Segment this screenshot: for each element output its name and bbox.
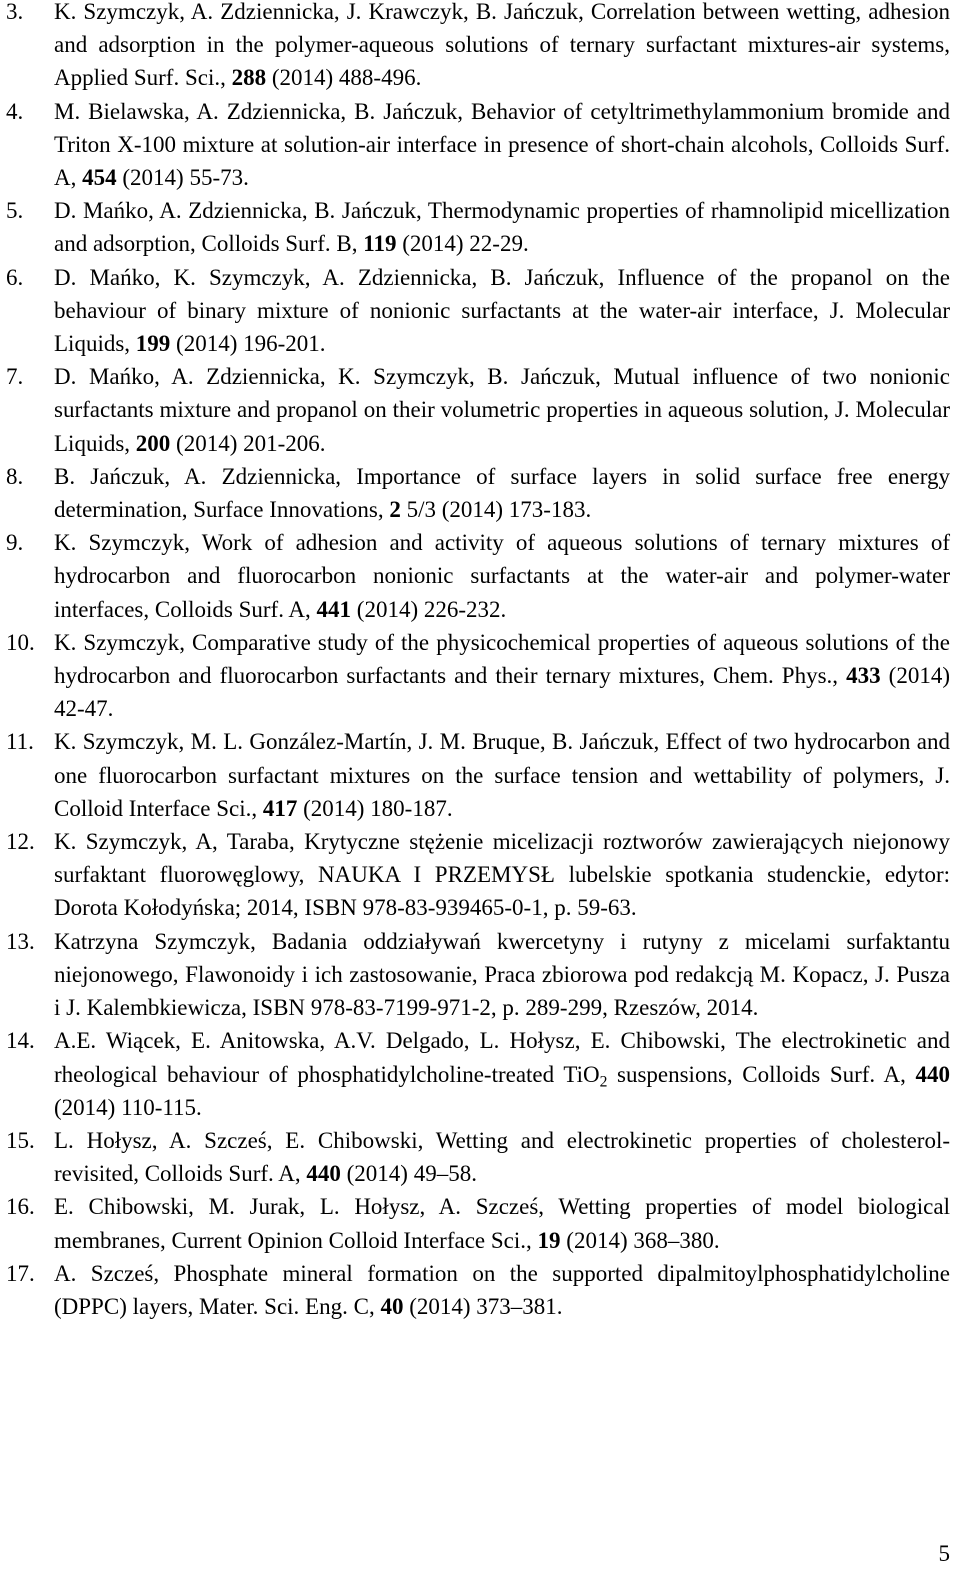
citation-text: D. Mańko, K. Szymczyk, A. Zdziennicka, B. Jańczuk, Influence of the propanol on the behaviour of binary mixture of nonionic surfactants at the water-air interface, J. Molecular Liquids,	[54, 264, 950, 357]
reference-text	[54, 1124, 950, 1190]
volume-number: 2	[389, 497, 401, 523]
citation-text: K. Szymczyk, A, Taraba, Krytyczne stężenie micelizacji roztworów zawierających niejonowy surfaktant fluorowęglowy, NAUKA I PRZEMYSŁ lubelskie spotkania studenckie, edytor: Dorota Kołodyńska; 2014, ISBN 978-83-939465-0-1, p. 59-63.	[54, 829, 950, 921]
reference-number: 5.	[6, 198, 24, 224]
citation-text: (2014) 201-206.	[170, 430, 326, 456]
citation-text: (2014) 49–58.	[340, 1161, 477, 1187]
reference-number: 9.	[6, 530, 24, 556]
reference-item	[6, 825, 950, 925]
reference-text	[54, 626, 950, 726]
citation-text: (2014) 110-115.	[54, 1094, 202, 1120]
citation-text: E. Chibowski, M. Jurak, L. Hołysz, A. Szcześ, Wetting properties of model biological membranes, Current Opinion Colloid Interface Sci.,	[54, 1194, 950, 1253]
reference-item	[6, 526, 950, 626]
volume-number: 441	[316, 596, 352, 622]
citation-text: (2014) 488-496.	[266, 65, 422, 91]
citation-text: (2014) 180-187.	[297, 795, 453, 821]
reference-item	[6, 460, 950, 526]
reference-number: 6.	[6, 264, 24, 290]
citation-text: K. Szymczyk, A. Zdziennicka, J. Krawczyk, B. Jańczuk, Correlation between wetting, adhesion and adsorption in the polymer-aqueous solutions of ternary surfactant mixtures-air systems, Applied Surf. Sci.,	[54, 0, 950, 91]
reference-item	[6, 1190, 950, 1256]
reference-item	[6, 925, 950, 1025]
citation-text: A.E. Wiącek, E. Anitowska, A.V. Delgado, L. Hołysz, E. Chibowski, The electrokinetic and rheological behaviour of phosphatidylcholine-treated TiO	[54, 1028, 950, 1087]
reference-text	[54, 0, 950, 95]
reference-text	[54, 1257, 950, 1323]
volume-number: 200	[135, 430, 171, 456]
reference-item	[6, 1124, 950, 1190]
reference-text	[54, 526, 950, 626]
reference-text	[54, 95, 950, 195]
citation-text: A. Szcześ, Phosphate mineral formation on the supported dipalmitoylphosphatidylcholine (DPPC) layers, Mater. Sci. Eng. C,	[54, 1260, 950, 1319]
citation-text: L. Hołysz, A. Szcześ, E. Chibowski, Wetting and electrokinetic properties of cholesterol-revisited, Colloids Surf. A,	[54, 1127, 950, 1187]
reference-number: 16.	[6, 1194, 35, 1220]
volume-number: 199	[135, 331, 171, 357]
volume-number: 40	[380, 1293, 404, 1319]
volume-number: 19	[537, 1227, 561, 1253]
volume-number: 440	[306, 1161, 341, 1187]
citation-text: (2014) 196-201.	[170, 331, 326, 357]
citation-text: K. Szymczyk, M. L. González-Martín, J. M. Bruque, B. Jańczuk, Effect of two hydrocarbon and one fluorocarbon surfactant mixtures on the surface tension and wettability of polymers, J. Colloid Interface Sci.,	[54, 729, 950, 821]
citation-text: suspensions, Colloids Surf. A,	[607, 1061, 916, 1087]
reference-text	[54, 261, 950, 361]
reference-item	[6, 626, 950, 726]
citation-text: D. Mańko, A. Zdziennicka, K. Szymczyk, B. Jańczuk, Mutual influence of two nonionic surfactants mixture and propanol on their volumetric properties in aqueous solution, J. Molecular Liquids,	[54, 364, 950, 456]
page-number: 5	[938, 1541, 950, 1566]
volume-number: 433	[846, 663, 881, 689]
reference-item	[6, 261, 950, 361]
volume-number: 119	[363, 231, 397, 257]
reference-text	[54, 825, 950, 925]
reference-number: 15.	[6, 1127, 35, 1153]
reference-list	[6, 0, 950, 1323]
volume-number: 288	[231, 65, 267, 91]
subscript: 2	[599, 1072, 608, 1090]
volume-number: 417	[262, 795, 298, 821]
reference-text	[54, 360, 950, 460]
citation-text: K. Szymczyk, Comparative study of the physicochemical properties of aqueous solutions of the hydrocarbon and fluorocarbon surfactants and their ternary mixtures, Chem. Phys.,	[54, 629, 950, 689]
citation-text: (2014) 42-47.	[54, 663, 950, 722]
reference-number: 4.	[6, 98, 24, 124]
reference-item	[6, 194, 950, 260]
reference-text	[54, 1024, 950, 1124]
reference-number: 12.	[6, 829, 35, 855]
reference-text	[54, 460, 950, 526]
reference-number: 13.	[6, 928, 35, 954]
reference-text	[54, 925, 950, 1025]
reference-item	[6, 95, 950, 195]
reference-number: 7.	[6, 364, 24, 390]
citation-text: (2014) 368–380.	[560, 1227, 720, 1253]
citation-text: (2014) 373–381.	[403, 1293, 563, 1319]
citation-text: K. Szymczyk, Work of adhesion and activity of aqueous solutions of ternary mixtures of hydrocarbon and fluorocarbon nonionic surfactants at the water-air and polymer-water interfaces, Colloids Surf. A,	[54, 530, 950, 622]
citation-text: (2014) 226-232.	[351, 596, 507, 622]
reference-item	[6, 1257, 950, 1323]
citation-text: M. Bielawska, A. Zdziennicka, B. Jańczuk, Behavior of cetyltrimethylammonium bromide and Triton X-100 mixture at solution-air interface in presence of short-chain alcohols, Colloids Surf. A,	[54, 98, 950, 191]
reference-number: 14.	[6, 1028, 35, 1054]
reference-text	[54, 725, 950, 825]
citation-text: Katrzyna Szymczyk, Badania oddziaływań kwercetyny i rutyny z micelami surfaktantu niejonowego, Flawonoidy i ich zastosowanie, Praca zbiorowa pod redakcją M. Kopacz, J. Pusza i J. Kalembkiewicza, ISBN 978-83-7199-971-2, p. 289-299, Rzeszów, 2014.	[54, 928, 950, 1021]
volume-number: 440	[915, 1061, 950, 1087]
reference-item	[6, 0, 950, 95]
volume-number: 454	[82, 165, 117, 191]
reference-text	[54, 194, 950, 260]
reference-number: 17.	[6, 1260, 35, 1286]
reference-number: 3.	[6, 0, 24, 24]
citation-text: (2014) 22-29.	[396, 231, 529, 257]
reference-number: 11.	[6, 729, 34, 755]
citation-text: (2014) 55-73.	[116, 165, 249, 191]
reference-text	[54, 1190, 950, 1256]
reference-item	[6, 360, 950, 460]
citation-text: 5/3 (2014) 173-183.	[400, 497, 592, 523]
citation-text: D. Mańko, A. Zdziennicka, B. Jańczuk, Thermodynamic properties of rhamnolipid micellization and adsorption, Colloids Surf. B,	[54, 198, 950, 257]
reference-item	[6, 1024, 950, 1124]
reference-item	[6, 725, 950, 825]
citation-text: B. Jańczuk, A. Zdziennicka, Importance of surface layers in solid surface free energy determination, Surface Innovations,	[54, 463, 950, 523]
reference-number: 8.	[6, 463, 24, 489]
reference-number: 10.	[6, 629, 35, 655]
